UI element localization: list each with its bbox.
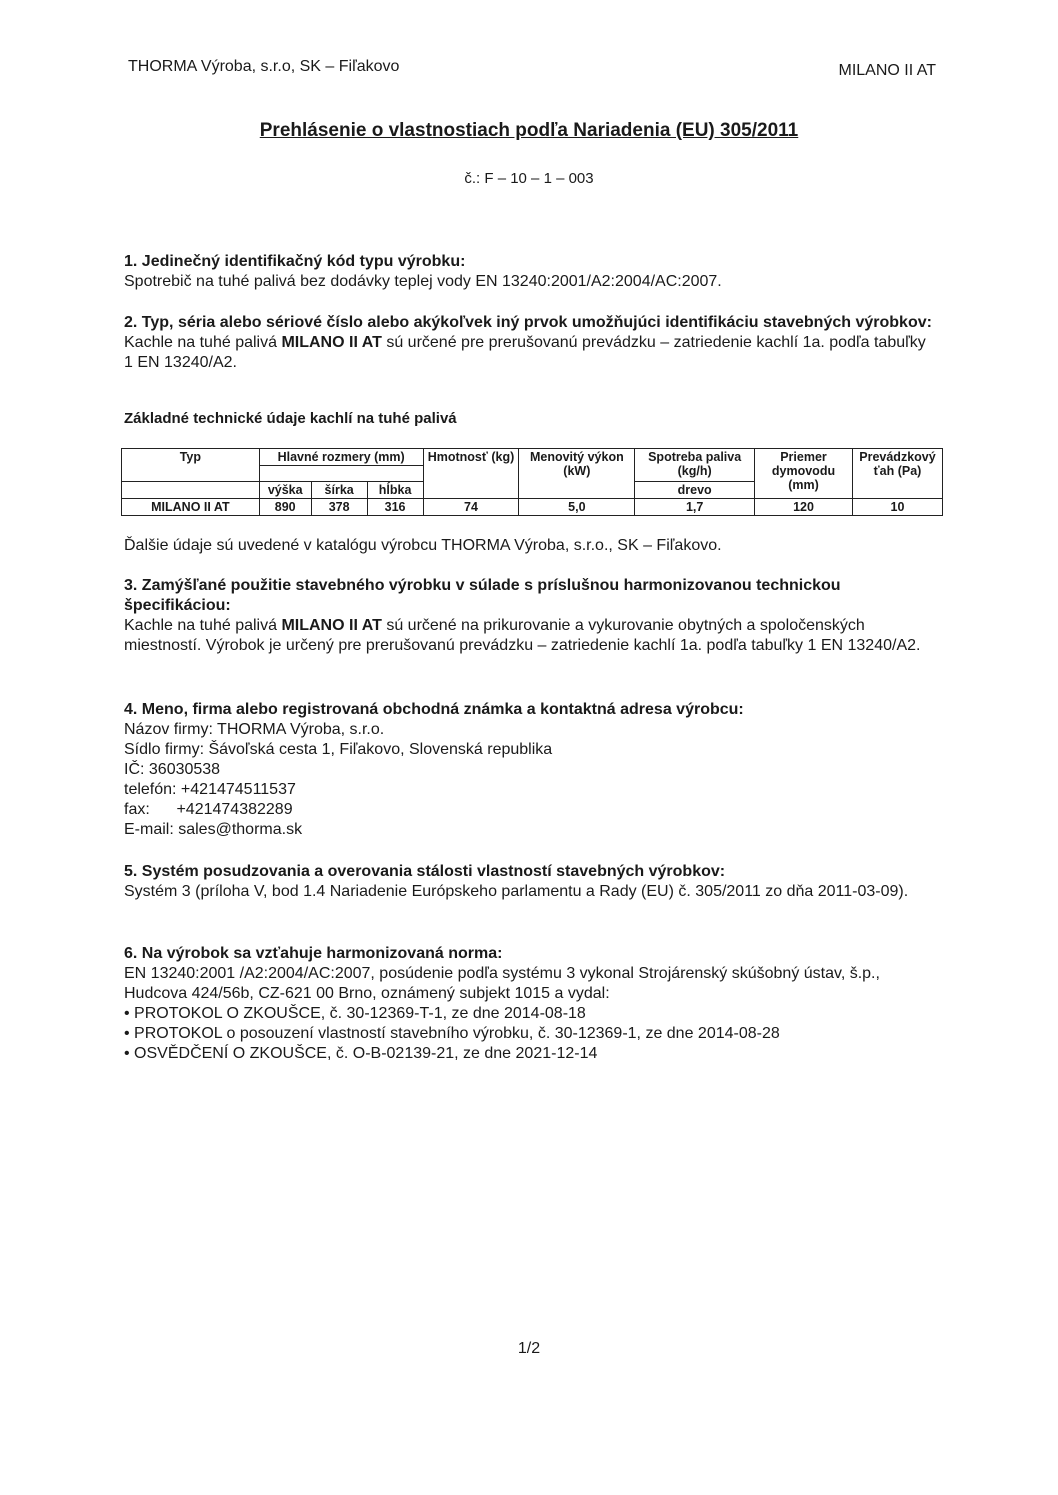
technical-data-table [121, 448, 943, 516]
table-row [122, 499, 943, 516]
header-company: THORMA Výroba, s.r.o, SK – Fiľakovo [128, 58, 400, 75]
company-fax-line: fax: +421474382289 [124, 801, 293, 818]
cell-hlbka: 316 [367, 499, 423, 516]
section-2 [124, 313, 936, 373]
cell-drevo: 1,7 [635, 499, 755, 516]
section-3 [124, 576, 936, 656]
section-5-heading: 5. Systém posudzovania a overovania stálosti vlastností stavebných výrobkov: [124, 863, 726, 880]
th-vykon: Menovitý výkon (kW) [519, 449, 635, 499]
section-2-text-after: sú určené pre prerušovanú prevádzku – zatriedenie kachlí 1a. podľa tabuľky 1 EN 13240/A2. [124, 334, 926, 371]
header-product: MILANO II AT [838, 62, 936, 79]
company-email-line: E-mail: sales@thorma.sk [124, 821, 303, 838]
section-6-heading: 6. Na výrobok sa vzťahuje harmonizovaná norma: [124, 945, 503, 962]
document-title: Prehlásenie o vlastnostiach podľa Nariadenia (EU) 305/2011 [259, 120, 799, 141]
document-number: č.: F – 10 – 1 – 003 [464, 170, 594, 187]
th-drevo: drevo [635, 482, 755, 499]
cell-tah: 10 [852, 499, 942, 516]
table-title: Základné technické údaje kachlí na tuhé palivá [124, 410, 457, 427]
th-rozmery: Hlavné rozmery (mm) [259, 449, 423, 466]
section-3-text-before: Kachle na tuhé palivá [124, 617, 282, 634]
section-4-heading: 4. Meno, firma alebo registrovaná obchodná známka a kontaktná adresa výrobcu: [124, 701, 744, 718]
section-1 [124, 252, 936, 292]
th-spotreba: Spotreba paliva (kg/h) [635, 449, 755, 482]
cell-sirka: 378 [311, 499, 367, 516]
company-phone-line: telefón: +421474511537 [124, 781, 296, 798]
section-6 [124, 944, 936, 1064]
th-hlbka: hĺbka [367, 482, 423, 499]
th-priemer: Priemer dymovodu (mm) [755, 449, 853, 499]
section-4 [124, 700, 936, 840]
th-tah: Prevádzkový ťah (Pa) [852, 449, 942, 499]
section-3-text-after: sú určené na prikurovanie a vykurovanie obytných a spoločenských miestností. Výrobok je určený pre prerušovanú prevádzku – zatriedenie kachlí 1a. podľa tabuľky 1 EN 13240/A2. [124, 617, 921, 654]
section-2-heading: 2. Typ, séria alebo sériové číslo alebo akýkoľvek iný prvok umožňujúci identifikáciu stavebných výrobkov: [124, 314, 932, 331]
section-5 [124, 862, 936, 902]
section-6-text: EN 13240:2001 /A2:2004/AC:2007, posúdenie podľa systému 3 vykonal Strojárenský skúšobný ústav, š.p., Hudcova 424/56b, CZ-621 00 Brno, oznámený subjekt 1015 a vydal: [124, 965, 880, 1002]
section-1-heading: 1. Jedinečný identifikačný kód typu výrobku: [124, 253, 466, 270]
th-rozmery-spacer [259, 466, 423, 482]
company-id-line: IČ: 36030538 [124, 761, 221, 778]
list-item: • PROTOKOL o posouzení vlastností stavebního výrobku, č. 30-12369-1, ze dne 2014-08-28 [124, 1025, 780, 1042]
section-3-heading: 3. Zamýšľané použitie stavebného výrobku v súlade s príslušnou harmonizovanou technickou špecifikáciou: [124, 577, 841, 614]
section-3-text [124, 616, 936, 656]
cell-hmotnost: 74 [423, 499, 519, 516]
company-name-line: Názov firmy: THORMA Výroba, s.r.o. [124, 721, 385, 738]
th-hmotnost: Hmotnosť (kg) [423, 449, 519, 499]
th-vyska: výška [259, 482, 311, 499]
th-typ: Typ [122, 449, 260, 482]
section-2-text-before: Kachle na tuhé palivá [124, 334, 282, 351]
cell-vykon: 5,0 [519, 499, 635, 516]
list-item: • OSVĚDČENÍ O ZKOUŠCE, č. O-B-02139-21, ze dne 2021-12-14 [124, 1045, 598, 1062]
page-number: 1/2 [517, 1340, 541, 1357]
th-sirka: šírka [311, 482, 367, 499]
th-typ-spacer [122, 482, 260, 499]
cell-priemer: 120 [755, 499, 853, 516]
company-address-line: Sídlo firmy: Šávoľská cesta 1, Fiľakovo, Slovenská republika [124, 741, 553, 758]
section-1-text: Spotrebič na tuhé palivá bez dodávky teplej vody EN 13240:2001/A2:2004/AC:2007. [124, 273, 722, 290]
list-item: • PROTOKOL O ZKOUŠCE, č. 30-12369-T-1, ze dne 2014-08-18 [124, 1005, 586, 1022]
cell-typ: MILANO II AT [122, 499, 260, 516]
section-3-product: MILANO II AT [281, 617, 382, 634]
table-note: Ďalšie údaje sú uvedené v katalógu výrobcu THORMA Výroba, s.r.o., SK – Fiľakovo. [124, 537, 722, 554]
section-5-text: Systém 3 (príloha V, bod 1.4 Nariadenie Európskeho parlamentu a Rady (EU) č. 305/2011 zo dňa 2011-03-09). [124, 883, 909, 900]
cell-vyska: 890 [259, 499, 311, 516]
section-2-product: MILANO II AT [281, 334, 382, 351]
section-2-text [124, 333, 936, 373]
